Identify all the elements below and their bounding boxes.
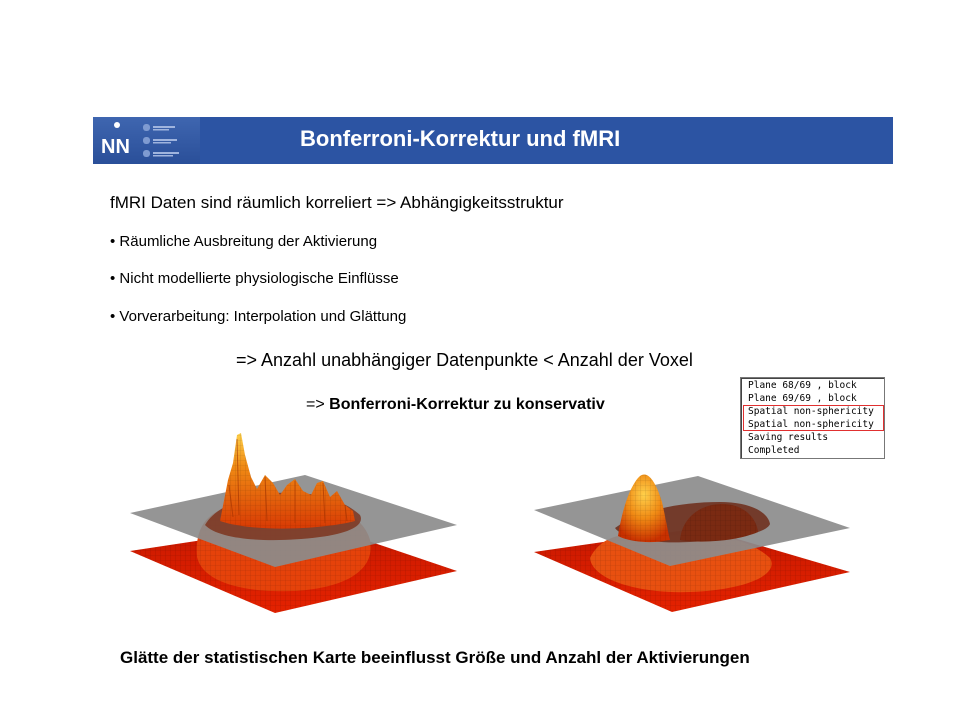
rough-map-surface-plot bbox=[125, 425, 460, 625]
log-line: Spatial non-sphericity bbox=[748, 406, 874, 417]
conclusion-prefix: => bbox=[306, 396, 330, 413]
smooth-map-surface-plot bbox=[530, 440, 852, 620]
bullet-text: Vorverarbeitung: Interpolation und Glättung bbox=[119, 308, 407, 325]
title-banner bbox=[93, 117, 893, 164]
slide-title: Bonferroni-Korrektur und fMRI bbox=[300, 126, 621, 151]
non-sphericity-highlight bbox=[743, 405, 884, 431]
logo-panel bbox=[93, 117, 200, 164]
log-line: Plane 68/69 , block bbox=[748, 380, 857, 391]
headline: fMRI Daten sind räumlich korreliert => Abhängigkeitsstruktur bbox=[110, 193, 564, 212]
bullet-item: • Räumliche Ausbreitung der Aktivierung bbox=[110, 233, 378, 250]
log-line: Spatial non-sphericity bbox=[748, 419, 874, 430]
institute-logo-icon bbox=[93, 117, 200, 164]
conclusion-bonferroni bbox=[306, 396, 605, 414]
conclusion-independent-points: => Anzahl unabhängiger Datenpunkte < Anzahl der Voxel bbox=[236, 350, 693, 370]
figure-caption: Glätte der statistischen Karte beeinflusst Größe und Anzahl der Aktivierungen bbox=[120, 648, 750, 667]
bullet-text: Nicht modellierte physiologische Einflüsse bbox=[119, 270, 399, 287]
bullet-item: • Nicht modellierte physiologische Einflüsse bbox=[110, 270, 399, 287]
log-line: Completed bbox=[748, 445, 800, 456]
bullet-text: Räumliche Ausbreitung der Aktivierung bbox=[119, 233, 378, 250]
logo-text: NN bbox=[101, 136, 130, 158]
log-line: Saving results bbox=[748, 432, 829, 443]
log-line: Plane 69/69 , block bbox=[748, 393, 857, 404]
bullet-item: • Vorverarbeitung: Interpolation und Glättung bbox=[110, 308, 407, 325]
conclusion-bold: Bonferroni-Korrektur zu konservativ bbox=[329, 396, 605, 413]
